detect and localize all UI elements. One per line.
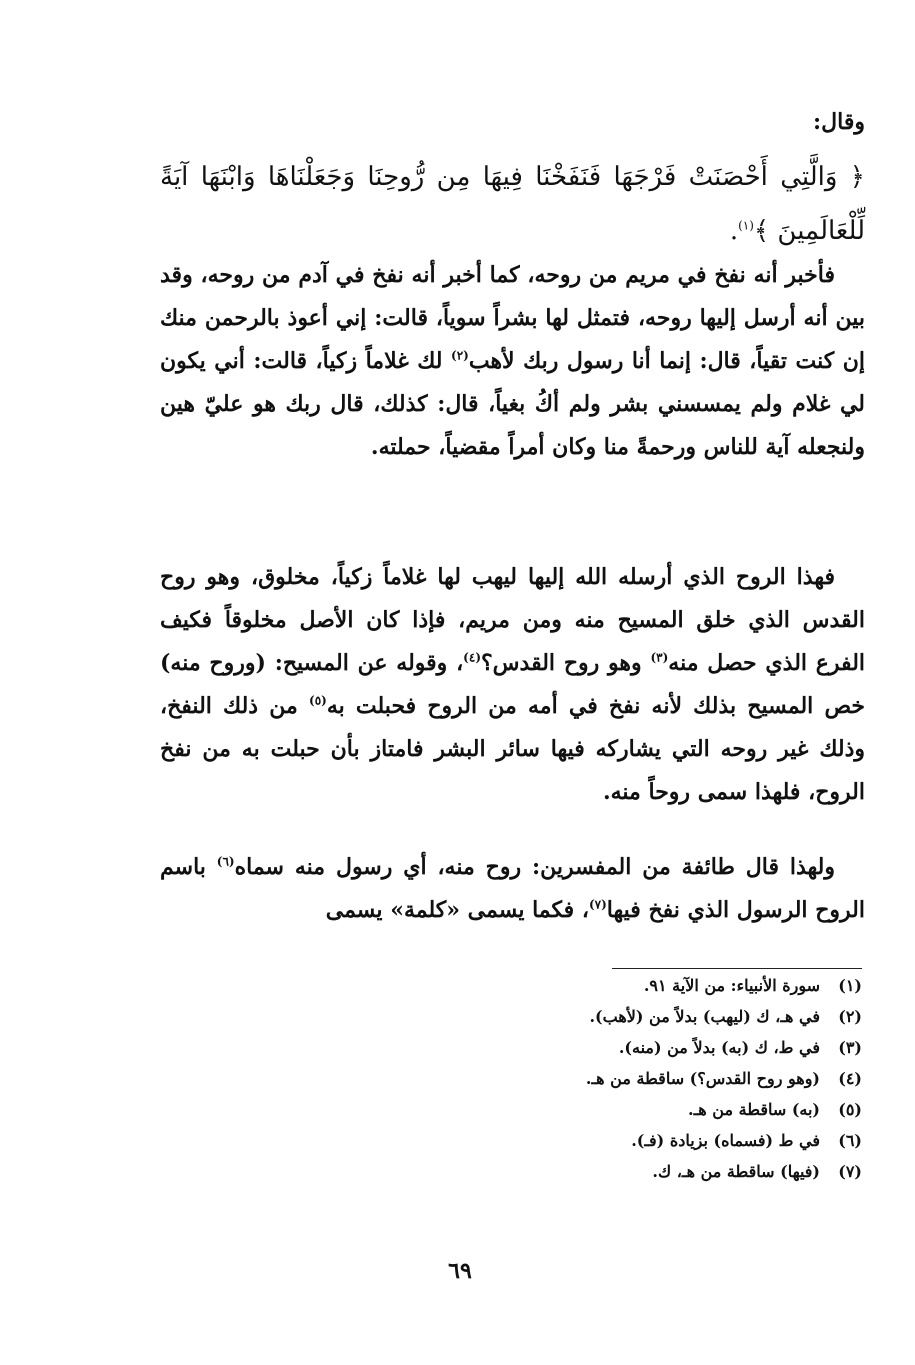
paragraph-text: ولهذا قال طائفة من المفسرين: روح منه، أي رسول منه سماه [234, 854, 835, 880]
footnote-number: (٦) [838, 1131, 862, 1150]
paragraph-text: فأخبر أنه نفخ في مريم من روحه، كما أخبر أنه نفخ في آدم من روحه، وقد بين أنه أرسل إليها روحه، فتمثل لها بشراً سوياً، قالت: إني أعوذ بالرحمن منك إن كنت تقياً، قال: إنما أنا رسول ربك لأهب [160, 262, 866, 374]
footnote-text: في ط (فسماه) بزيادة (فـ). [631, 1131, 820, 1150]
footnote-ref-3: (٣) [650, 650, 669, 665]
footnote-text: في ط، ك (به) بدلاً من (منه). [618, 1038, 820, 1057]
footnote-item [300, 970, 862, 1001]
verse-end: . [729, 216, 739, 246]
footnote-item [300, 1032, 862, 1063]
footnote-number: (٢) [838, 1007, 862, 1026]
footnote-number: (٣) [838, 1038, 862, 1057]
footnote-ref-1: (١) [738, 218, 754, 233]
paragraph-text: من ذلك النفخ، وذلك غير روحه التي يشاركه فيها سائر البشر فامتاز بأن حبلت به من نفخ الروح، فلهذا سمى روحاً منه. [160, 693, 865, 805]
footnote-text: (فيها) ساقطة من هـ، ك. [652, 1162, 820, 1181]
verse-text: ﴿ وَالَّتِي أَحْصَنَتْ فَرْجَهَا فَنَفَخْنَا فِيهَا مِن رُّوحِنَا وَجَعَلْنَاهَا وَابْنَهَا آيَةً لِّلْعَالَمِينَ ﴾ [160, 162, 865, 246]
paragraph-text: فهذا الروح الذي أرسله الله إليها ليهب لها غلاماً زكياً، مخلوق، وهو روح القدس الذي خلق المسيح منه ومن مريم، فإذا كان الأصل مخلوقاً فكيف الفرع الذي حصل منه [160, 564, 866, 676]
paragraph-text: ، فكما يسمى «كلمة» يسمى [325, 897, 589, 923]
paragraph-2 [160, 556, 865, 814]
footnote-item [300, 1001, 862, 1032]
footnote-ref-2: (٢) [451, 348, 469, 363]
footnote-ref-4: (٤) [463, 650, 481, 665]
footnote-text: في هـ، ك (ليهب) بدلاً من (لأهب). [589, 1007, 820, 1026]
footnote-number: (٧) [838, 1162, 862, 1181]
footnote-number: (١) [838, 976, 862, 995]
footnote-item [300, 1094, 862, 1125]
footnote-text: سورة الأنبياء: من الآية ٩١. [643, 976, 820, 995]
paragraph-text: باسم الروح الرسول الذي نفخ فيها [160, 854, 865, 923]
intro-line: وقال: [813, 109, 865, 135]
footnote-text: (وهو روح القدس؟) ساقطة من هـ. [585, 1069, 820, 1088]
footnote-item [300, 1125, 862, 1156]
footnote-number: (٥) [838, 1100, 862, 1119]
footnote-ref-6: (٦) [216, 854, 235, 869]
footnote-number: (٤) [838, 1069, 862, 1088]
footnote-divider [612, 968, 862, 969]
footnote-item [300, 1063, 862, 1094]
quran-verse [160, 150, 865, 258]
footnotes-list [300, 970, 862, 1187]
paragraph-text: وهو روح القدس؟ [481, 650, 651, 676]
paragraph-1 [160, 254, 865, 469]
paragraph-3 [160, 846, 865, 932]
footnote-ref-7: (٧) [588, 897, 607, 912]
footnote-ref-5: (٥) [309, 693, 327, 708]
paragraph-text: لك غلاماً زكياً، قالت: أني يكون لي غلام ولم يمسسني بشر ولم أكُ بغياً، قال: كذلك، قال ربك هو عليّ هين ولنجعله آية للناس ورحمةً منا وكان أمراً مقضياً، حملته. [160, 348, 865, 460]
paragraph-text: ، وقوله عن المسيح: (وروح منه) خص المسيح بذلك لأنه نفخ في أمه من الروح فحبلت به [160, 650, 866, 719]
footnote-text: (به) ساقطة من هـ. [688, 1100, 820, 1119]
page-number: ٦٩ [448, 1258, 472, 1284]
footnote-item [300, 1156, 862, 1187]
